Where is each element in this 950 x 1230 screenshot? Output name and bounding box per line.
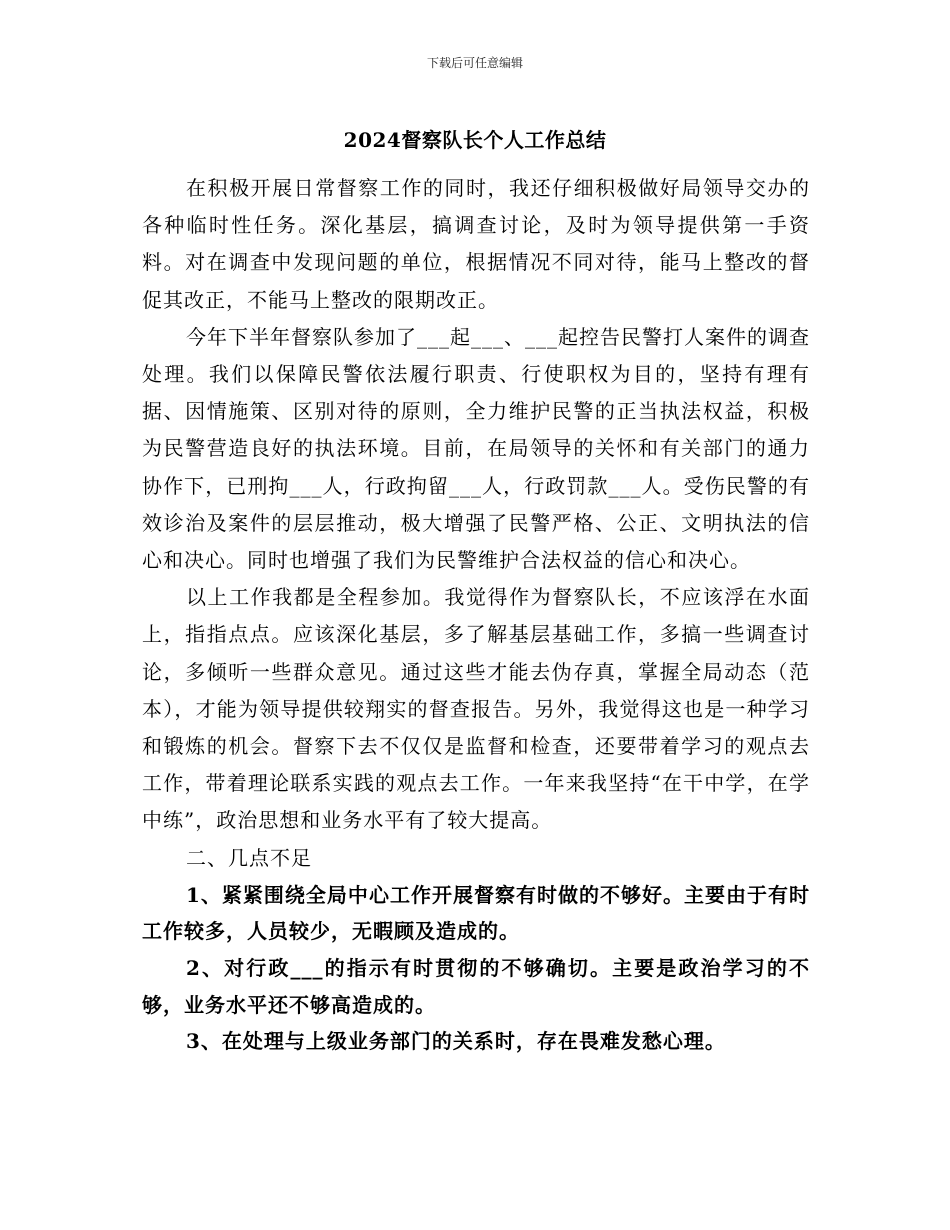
shortcoming-item: 1、紧紧围绕全局中心工作开展督察有时做的不够好。主要由于有时工作较多，人员较少，无暇顾及造成的。 xyxy=(142,882,810,944)
header-note: 下载后可任意编辑 xyxy=(426,56,523,70)
document-title: 2024督察队长个人工作总结 xyxy=(343,128,607,152)
shortcoming-item: 2、对行政___的指示有时贯彻的不够确切。主要是政治学习的不够，业务水平还不够高造成的。 xyxy=(142,956,810,1017)
document-body xyxy=(142,170,810,1060)
body-paragraph: 在积极开展日常督察工作的同时，我还仔细积极做好局领导交办的各种临时性任务。深化基层，搞调查讨论，及时为领导提供第一手资料。对在调查中发现问题的单位，根据情况不同对待，能马上整改的督促其改正，不能马上整改的限期改正。 xyxy=(142,176,810,312)
body-paragraph: 以上工作我都是全程参加。我觉得作为督察队长，不应该浮在水面上，指指点点。应该深化基层，多了解基层基础工作，多搞一些调查讨论，多倾听一些群众意见。通过这些才能去伪存真，掌握全局动态（范本），才能为领导提供较翔实的督查报告。另外，我觉得这也是一种学习和锻炼的机会。督察下去不仅仅是监督和检查，还要带着学习的观点去工作，带着理论联系实践的观点去工作。一年来我坚持“在干中学，在学中练”，政治思想和业务水平有了较大提高。 xyxy=(142,585,810,833)
shortcoming-item: 3、在处理与上级业务部门的关系时，存在畏难发愁心理。 xyxy=(186,1029,726,1054)
body-paragraph: 今年下半年督察队参加了___起___、___起控告民警打人案件的调查处理。我们以保障民警依法履行职责、行使职权为目的，坚持有理有据、因情施策、区别对待的原则，全力维护民警的正当执法权益，积极为民警营造良好的执法环境。目前，在局领导的关怀和有关部门的通力协作下，已刑拘___人，行政拘留___人，行政罚款___人。受伤民警的有效诊治及案件的层层推动，极大增强了民警严格、公正、文明执法的信心和决心。同时也增强了我们为民警维护合法权益的信心和决心。 xyxy=(142,324,810,573)
section-heading: 二、几点不足 xyxy=(186,845,312,870)
